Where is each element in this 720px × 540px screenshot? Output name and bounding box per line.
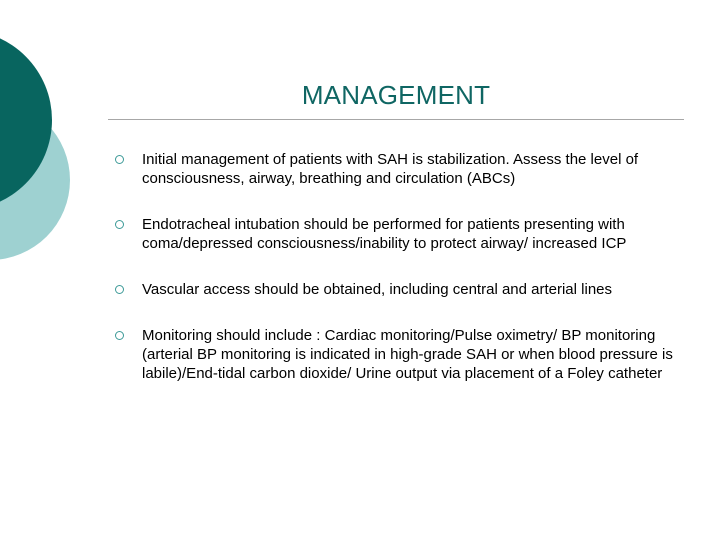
hollow-circle-bullet-icon (115, 331, 124, 340)
bullet-list (114, 150, 674, 410)
dark-teal-circle (0, 30, 52, 210)
bullet-text: Endotracheal intubation should be performed for patients presenting with coma/depressed consciousness/inability to protect airway/ increased ICP (142, 216, 627, 252)
bullet-text: Monitoring should include : Cardiac monitoring/Pulse oximetry/ BP monitoring (arterial BP monitoring is indicated in high-grade SAH or when blood pressure is labile)/End-tidal carbon dioxide/ Urine output via placement of a Foley catheter (142, 327, 673, 382)
bullet-item-1 (114, 150, 674, 188)
hollow-circle-bullet-icon (115, 220, 124, 229)
hollow-circle-bullet-icon (115, 285, 124, 294)
title-divider (108, 119, 684, 120)
hollow-circle-bullet-icon (115, 155, 124, 164)
bullet-item-2 (114, 215, 674, 253)
bullet-item-4 (114, 326, 674, 383)
decorative-circles (0, 0, 120, 300)
bullet-text: Vascular access should be obtained, including central and arterial lines (142, 281, 613, 298)
light-teal-circle (0, 100, 70, 260)
slide-title: MANAGEMENT (301, 80, 491, 110)
bullet-text: Initial management of patients with SAH is stabilization. Assess the level of consciousness, airway, breathing and circulation (ABCs) (142, 151, 639, 187)
bullet-item-3 (114, 280, 674, 299)
